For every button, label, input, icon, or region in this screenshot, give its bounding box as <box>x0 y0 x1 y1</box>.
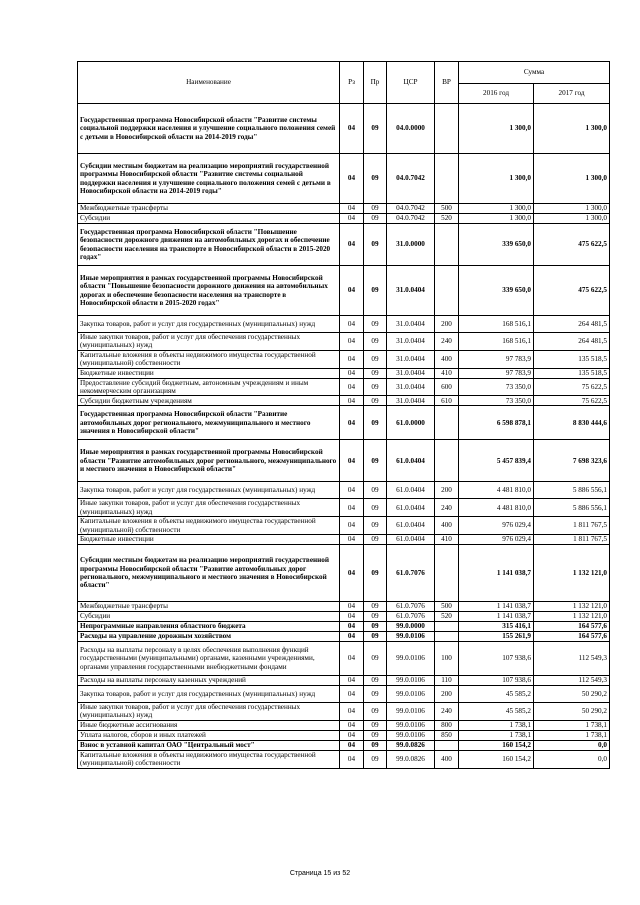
row-name: Капитальные вложения в объекты недвижимого имущества государственной (муниципальной) собственности <box>78 750 340 768</box>
table-row <box>78 535 610 545</box>
row-sum-2017: 1 300,0 <box>534 104 610 154</box>
row-name: Закупка товаров, работ и услуг для государственных (муниципальных) нужд <box>78 686 340 703</box>
row-csr: 61.0.0404 <box>387 440 435 482</box>
row-sum-2017: 0,0 <box>534 750 610 768</box>
row-vr: 600 <box>435 378 459 396</box>
row-sum-2016: 155 261,9 <box>459 632 534 642</box>
row-pr: 09 <box>364 730 387 740</box>
row-vr: 240 <box>435 703 459 721</box>
row-name: Взнос в уставной капитал ОАО "Центральный мост" <box>78 740 340 750</box>
header-rz: Рз <box>340 62 364 104</box>
row-sum-2017: 50 290,2 <box>534 703 610 721</box>
row-sum-2017: 75 622,5 <box>534 396 610 406</box>
row-csr: 61.0.7076 <box>387 545 435 602</box>
row-csr: 99.0.0106 <box>387 632 435 642</box>
row-csr: 31.0.0404 <box>387 350 435 368</box>
row-rz: 04 <box>340 350 364 368</box>
table-row <box>78 154 610 204</box>
table-row <box>78 482 610 499</box>
row-pr: 09 <box>364 750 387 768</box>
row-rz: 04 <box>340 316 364 333</box>
row-name: Закупка товаров, работ и услуг для государственных (муниципальных) нужд <box>78 482 340 499</box>
table-row <box>78 368 610 378</box>
row-rz: 04 <box>340 740 364 750</box>
row-name: Субсидии местным бюджетам на реализацию мероприятий государственной программы Новосибирской области "Развитие системы социальной поддержки населения и улучшение социального положения семей с детьми в Новосибирской области на 2014-2019 годы" <box>78 154 340 204</box>
table-row <box>78 750 610 768</box>
header-vr: ВР <box>435 62 459 104</box>
row-vr: 200 <box>435 686 459 703</box>
row-pr: 09 <box>364 602 387 612</box>
row-sum-2017: 1 811 767,5 <box>534 517 610 535</box>
row-name: Непрограммные направления областного бюджета <box>78 622 340 632</box>
row-pr: 09 <box>364 224 387 266</box>
row-vr: 800 <box>435 720 459 730</box>
row-sum-2017: 8 830 444,6 <box>534 406 610 440</box>
table-row <box>78 632 610 642</box>
row-sum-2017: 1 300,0 <box>534 214 610 224</box>
row-name: Государственная программа Новосибирской области "Развитие автомобильных дорог регионального, межмуниципального и местного значения в Новосибирской области" <box>78 406 340 440</box>
row-sum-2017: 1 300,0 <box>534 154 610 204</box>
row-vr <box>435 154 459 204</box>
row-sum-2017: 112 549,3 <box>534 642 610 676</box>
row-vr: 520 <box>435 612 459 622</box>
row-pr: 09 <box>364 378 387 396</box>
row-rz: 04 <box>340 730 364 740</box>
row-csr: 31.0.0404 <box>387 378 435 396</box>
row-vr: 240 <box>435 499 459 517</box>
row-sum-2017: 475 622,5 <box>534 224 610 266</box>
row-sum-2017: 1 738,1 <box>534 730 610 740</box>
row-sum-2017: 1 300,0 <box>534 204 610 214</box>
row-rz: 04 <box>340 632 364 642</box>
row-csr: 31.0.0404 <box>387 266 435 316</box>
row-name: Расходы на управление дорожным хозяйством <box>78 632 340 642</box>
row-vr <box>435 104 459 154</box>
table-row <box>78 499 610 517</box>
row-csr: 31.0.0000 <box>387 224 435 266</box>
table-row <box>78 686 610 703</box>
row-name: Уплата налогов, сборов и иных платежей <box>78 730 340 740</box>
row-name: Межбюджетные трансферты <box>78 204 340 214</box>
row-pr: 09 <box>364 316 387 333</box>
row-name: Закупка товаров, работ и услуг для государственных (муниципальных) нужд <box>78 316 340 333</box>
row-name: Расходы на выплаты персоналу казенных учреждений <box>78 676 340 686</box>
row-name: Государственная программа Новосибирской области "Повышение безопасности дорожного движения на автомобильных дорогах и обеспечение безопасности населения на транспорте в Новосибирской области в 2015-2020 годах" <box>78 224 340 266</box>
row-name: Субсидии бюджетным учреждениям <box>78 396 340 406</box>
row-csr: 99.0.0826 <box>387 750 435 768</box>
row-sum-2016: 160 154,2 <box>459 740 534 750</box>
row-csr: 99.0.0106 <box>387 676 435 686</box>
row-rz: 04 <box>340 333 364 351</box>
row-vr: 400 <box>435 517 459 535</box>
row-sum-2016: 315 416,1 <box>459 622 534 632</box>
row-pr: 09 <box>364 535 387 545</box>
row-sum-2016: 1 141 038,7 <box>459 602 534 612</box>
row-csr: 61.0.7076 <box>387 612 435 622</box>
row-sum-2017: 75 622,5 <box>534 378 610 396</box>
row-sum-2016: 73 350,0 <box>459 396 534 406</box>
table-row <box>78 406 610 440</box>
table-row <box>78 378 610 396</box>
row-rz: 04 <box>340 676 364 686</box>
table-row <box>78 545 610 602</box>
row-rz: 04 <box>340 499 364 517</box>
row-rz: 04 <box>340 214 364 224</box>
row-rz: 04 <box>340 368 364 378</box>
row-name: Расходы на выплаты персоналу в целях обеспечения выполнения функций государственными (муниципальными) органами, казенными учреждениями, органами управления государственными внебюджетными фондами <box>78 642 340 676</box>
row-vr: 410 <box>435 535 459 545</box>
row-rz: 04 <box>340 750 364 768</box>
table-row <box>78 104 610 154</box>
header-pr: Пр <box>364 62 387 104</box>
row-sum-2017: 5 886 556,1 <box>534 482 610 499</box>
row-sum-2016: 339 650,0 <box>459 224 534 266</box>
row-rz: 04 <box>340 396 364 406</box>
row-vr <box>435 266 459 316</box>
row-sum-2017: 1 811 767,5 <box>534 535 610 545</box>
table-row <box>78 333 610 351</box>
row-csr: 31.0.0404 <box>387 396 435 406</box>
row-name: Иные закупки товаров, работ и услуг для обеспечения государственных (муниципальных) нужд <box>78 333 340 351</box>
row-sum-2017: 135 518,5 <box>534 350 610 368</box>
row-csr: 99.0.0106 <box>387 720 435 730</box>
row-sum-2016: 1 300,0 <box>459 154 534 204</box>
row-csr: 04.0.7042 <box>387 204 435 214</box>
row-sum-2016: 1 300,0 <box>459 104 534 154</box>
table-row <box>78 730 610 740</box>
row-csr: 99.0.0106 <box>387 703 435 721</box>
row-pr: 09 <box>364 214 387 224</box>
row-rz: 04 <box>340 517 364 535</box>
row-sum-2016: 97 783,9 <box>459 350 534 368</box>
row-name: Иные бюджетные ассигнования <box>78 720 340 730</box>
row-sum-2017: 1 132 121,0 <box>534 602 610 612</box>
row-pr: 09 <box>364 612 387 622</box>
row-vr: 500 <box>435 602 459 612</box>
row-vr: 410 <box>435 368 459 378</box>
row-csr: 04.0.0000 <box>387 104 435 154</box>
row-sum-2017: 50 290,2 <box>534 686 610 703</box>
row-pr: 09 <box>364 517 387 535</box>
row-sum-2016: 97 783,9 <box>459 368 534 378</box>
row-pr: 09 <box>364 676 387 686</box>
row-vr: 240 <box>435 333 459 351</box>
row-sum-2017: 164 577,6 <box>534 622 610 632</box>
row-sum-2016: 168 516,1 <box>459 333 534 351</box>
row-csr: 61.0.0000 <box>387 406 435 440</box>
row-rz: 04 <box>340 622 364 632</box>
row-sum-2017: 1 132 121,0 <box>534 545 610 602</box>
row-csr: 61.0.0404 <box>387 535 435 545</box>
row-rz: 04 <box>340 378 364 396</box>
row-csr: 04.0.7042 <box>387 214 435 224</box>
row-vr: 110 <box>435 676 459 686</box>
row-rz: 04 <box>340 440 364 482</box>
row-vr <box>435 545 459 602</box>
row-csr: 61.0.0404 <box>387 517 435 535</box>
row-pr: 09 <box>364 333 387 351</box>
header-csr: ЦСР <box>387 62 435 104</box>
row-csr: 61.0.0404 <box>387 482 435 499</box>
row-pr: 09 <box>364 350 387 368</box>
row-rz: 04 <box>340 612 364 622</box>
row-csr: 99.0.0000 <box>387 622 435 632</box>
row-sum-2017: 1 132 121,0 <box>534 612 610 622</box>
row-sum-2016: 73 350,0 <box>459 378 534 396</box>
table-row <box>78 676 610 686</box>
row-name: Капитальные вложения в объекты недвижимого имущества государственной (муниципальной) собственности <box>78 517 340 535</box>
row-pr: 09 <box>364 482 387 499</box>
row-name: Капитальные вложения в объекты недвижимого имущества государственной (муниципальной) собственности <box>78 350 340 368</box>
row-name: Бюджетные инвестиции <box>78 368 340 378</box>
table-body <box>78 104 610 769</box>
row-name: Субсидии <box>78 214 340 224</box>
row-name: Субсидии <box>78 612 340 622</box>
budget-table <box>77 61 610 769</box>
row-pr: 09 <box>364 266 387 316</box>
table-row <box>78 350 610 368</box>
row-sum-2016: 1 141 038,7 <box>459 545 534 602</box>
row-sum-2016: 976 029,4 <box>459 535 534 545</box>
row-name: Государственная программа Новосибирской области "Развитие системы социальной поддержки населения и улучшение социального положения семей с детьми в Новосибирской области на 2014-2019 годы" <box>78 104 340 154</box>
row-sum-2017: 135 518,5 <box>534 368 610 378</box>
row-pr: 09 <box>364 368 387 378</box>
row-sum-2017: 164 577,6 <box>534 632 610 642</box>
row-vr: 200 <box>435 482 459 499</box>
row-pr: 09 <box>364 686 387 703</box>
table-row <box>78 612 610 622</box>
row-vr <box>435 632 459 642</box>
row-sum-2017: 7 698 323,6 <box>534 440 610 482</box>
row-csr: 99.0.0106 <box>387 686 435 703</box>
row-pr: 09 <box>364 499 387 517</box>
row-pr: 09 <box>364 632 387 642</box>
row-sum-2016: 976 029,4 <box>459 517 534 535</box>
row-name: Субсидии местным бюджетам на реализацию мероприятий государственной программы Новосибирской области "Развитие автомобильных дорог регионального, межмуниципального и местного значения в Новосибирской области" <box>78 545 340 602</box>
row-vr: 400 <box>435 350 459 368</box>
header-year-2016: 2016 год <box>459 84 534 104</box>
row-vr <box>435 740 459 750</box>
table-row <box>78 703 610 721</box>
budget-table-sheet <box>77 61 609 769</box>
row-vr <box>435 224 459 266</box>
row-name: Иные мероприятия в рамках государственной программы Новосибирской области "Развитие автомобильных дорог регионального, межмуниципального и местного значения в Новосибирской области" <box>78 440 340 482</box>
row-pr: 09 <box>364 154 387 204</box>
header-name: Наименование <box>78 62 340 104</box>
table-row <box>78 740 610 750</box>
row-pr: 09 <box>364 406 387 440</box>
row-sum-2017: 475 622,5 <box>534 266 610 316</box>
row-csr: 04.0.7042 <box>387 154 435 204</box>
row-vr: 610 <box>435 396 459 406</box>
row-name: Иные закупки товаров, работ и услуг для обеспечения государственных (муниципальных) нужд <box>78 499 340 517</box>
row-rz: 04 <box>340 154 364 204</box>
row-rz: 04 <box>340 535 364 545</box>
row-csr: 31.0.0404 <box>387 316 435 333</box>
row-vr: 500 <box>435 204 459 214</box>
row-sum-2016: 45 585,2 <box>459 686 534 703</box>
table-row <box>78 266 610 316</box>
row-sum-2016: 4 481 810,0 <box>459 482 534 499</box>
table-row <box>78 224 610 266</box>
row-sum-2016: 6 598 878,1 <box>459 406 534 440</box>
row-pr: 09 <box>364 720 387 730</box>
row-pr: 09 <box>364 204 387 214</box>
row-sum-2016: 1 300,0 <box>459 204 534 214</box>
row-csr: 99.0.0106 <box>387 730 435 740</box>
row-rz: 04 <box>340 104 364 154</box>
row-vr <box>435 406 459 440</box>
row-csr: 99.0.0106 <box>387 642 435 676</box>
row-sum-2016: 160 154,2 <box>459 750 534 768</box>
table-row <box>78 622 610 632</box>
row-rz: 04 <box>340 703 364 721</box>
row-name: Иные мероприятия в рамках государственной программы Новосибирской области "Повышение безопасности дорожного движения на автомобильных дорогах и обеспечение безопасности населения на транспорте в Новосибирской области в 2015-2020 годах" <box>78 266 340 316</box>
row-vr <box>435 440 459 482</box>
row-sum-2016: 107 938,6 <box>459 642 534 676</box>
row-rz: 04 <box>340 686 364 703</box>
table-row <box>78 517 610 535</box>
row-sum-2016: 5 457 839,4 <box>459 440 534 482</box>
row-sum-2017: 112 549,3 <box>534 676 610 686</box>
row-name: Иные закупки товаров, работ и услуг для обеспечения государственных (муниципальных) нужд <box>78 703 340 721</box>
table-row <box>78 720 610 730</box>
row-rz: 04 <box>340 602 364 612</box>
row-sum-2017: 0,0 <box>534 740 610 750</box>
table-row <box>78 396 610 406</box>
row-sum-2016: 339 650,0 <box>459 266 534 316</box>
row-csr: 31.0.0404 <box>387 368 435 378</box>
row-rz: 04 <box>340 545 364 602</box>
table-row <box>78 214 610 224</box>
row-rz: 04 <box>340 266 364 316</box>
row-vr: 400 <box>435 750 459 768</box>
row-vr: 520 <box>435 214 459 224</box>
row-csr: 99.0.0826 <box>387 740 435 750</box>
table-row <box>78 440 610 482</box>
row-csr: 61.0.0404 <box>387 499 435 517</box>
row-pr: 09 <box>364 396 387 406</box>
row-sum-2016: 45 585,2 <box>459 703 534 721</box>
page-footer: Страница 15 из 52 <box>289 870 351 877</box>
table-row <box>78 316 610 333</box>
row-vr: 200 <box>435 316 459 333</box>
row-rz: 04 <box>340 642 364 676</box>
row-pr: 09 <box>364 622 387 632</box>
header-year-2017: 2017 год <box>534 84 610 104</box>
row-rz: 04 <box>340 482 364 499</box>
table-row <box>78 642 610 676</box>
row-pr: 09 <box>364 440 387 482</box>
table-row <box>78 602 610 612</box>
row-sum-2016: 4 481 810,0 <box>459 499 534 517</box>
row-sum-2017: 264 481,5 <box>534 333 610 351</box>
row-rz: 04 <box>340 224 364 266</box>
row-sum-2016: 1 738,1 <box>459 730 534 740</box>
row-vr: 850 <box>435 730 459 740</box>
row-pr: 09 <box>364 104 387 154</box>
header-sum: Сумма <box>459 62 610 84</box>
row-rz: 04 <box>340 720 364 730</box>
row-vr: 100 <box>435 642 459 676</box>
row-pr: 09 <box>364 545 387 602</box>
row-rz: 04 <box>340 406 364 440</box>
row-sum-2017: 5 886 556,1 <box>534 499 610 517</box>
row-sum-2017: 264 481,5 <box>534 316 610 333</box>
row-pr: 09 <box>364 642 387 676</box>
row-name: Межбюджетные трансферты <box>78 602 340 612</box>
row-sum-2017: 1 738,1 <box>534 720 610 730</box>
row-sum-2016: 1 141 038,7 <box>459 612 534 622</box>
row-sum-2016: 1 300,0 <box>459 214 534 224</box>
row-pr: 09 <box>364 703 387 721</box>
row-sum-2016: 107 938,6 <box>459 676 534 686</box>
row-sum-2016: 168 516,1 <box>459 316 534 333</box>
table-row <box>78 204 610 214</box>
row-name: Бюджетные инвестиции <box>78 535 340 545</box>
row-vr <box>435 622 459 632</box>
row-rz: 04 <box>340 204 364 214</box>
row-csr: 61.0.7076 <box>387 602 435 612</box>
row-pr: 09 <box>364 740 387 750</box>
row-csr: 31.0.0404 <box>387 333 435 351</box>
row-name: Предоставление субсидий бюджетным, автономным учреждениям и иным некоммерческим организациям <box>78 378 340 396</box>
row-sum-2016: 1 738,1 <box>459 720 534 730</box>
